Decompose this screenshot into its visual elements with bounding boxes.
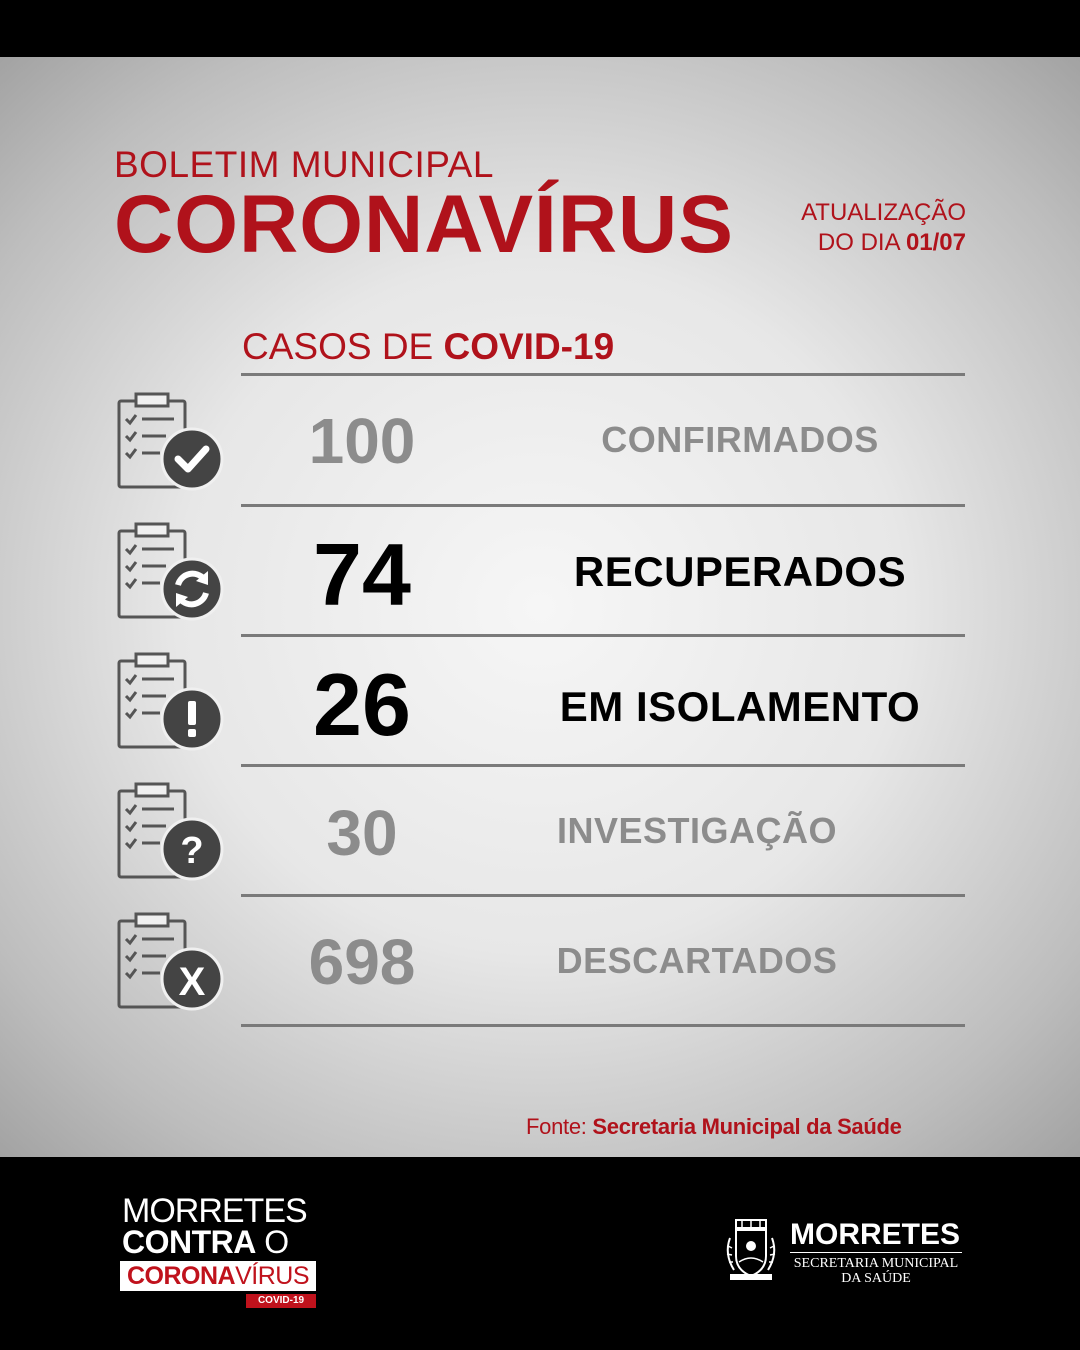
clipboard-exclamation-icon — [116, 651, 224, 751]
divider-line — [241, 894, 965, 897]
bulletin-title: CORONAVÍRUS — [114, 179, 734, 270]
clipboard-check-icon — [116, 391, 224, 491]
source-name: Secretaria Municipal da Saúde — [592, 1114, 902, 1139]
campaign-logo-line3 — [120, 1261, 316, 1291]
clipboard-refresh-icon — [116, 521, 224, 621]
city-department-line1: SECRETARIA MUNICIPAL — [793, 1256, 959, 1271]
investigation-count: 30 — [326, 797, 398, 869]
recovered-count: 74 — [313, 525, 411, 624]
city-department — [790, 1256, 962, 1286]
city-name: MORRETES — [790, 1218, 961, 1251]
discarded-count: 698 — [308, 926, 416, 998]
confirmed-count: 100 — [308, 405, 416, 477]
svg-text:X: X — [178, 960, 206, 1004]
campaign-logo-o: O — [255, 1224, 289, 1260]
section-heading — [242, 327, 614, 367]
svg-text:?: ? — [180, 830, 204, 872]
update-date — [780, 198, 966, 258]
campaign-logo-tag: COVID-19 — [246, 1294, 316, 1308]
section-prefix: CASOS DE — [242, 326, 434, 367]
city-department-line2: DA SAÚDE — [841, 1271, 911, 1286]
divider-line — [241, 373, 965, 376]
source-credit — [526, 1114, 902, 1140]
campaign-logo-line2 — [122, 1224, 289, 1260]
top-bar — [0, 0, 1080, 57]
divider-line — [241, 1024, 965, 1027]
discarded-label: DESCARTADOS — [556, 940, 838, 981]
isolation-label: EM ISOLAMENTO — [559, 683, 921, 730]
campaign-logo-corona: CORONA — [126, 1262, 236, 1290]
city-logo-divider — [790, 1252, 962, 1253]
isolation-count: 26 — [313, 655, 411, 754]
divider-line — [241, 764, 965, 767]
campaign-logo-virus: VÍRUS — [235, 1262, 309, 1290]
section-highlight: COVID-19 — [443, 326, 615, 367]
clipboard-x-icon — [116, 911, 224, 1011]
update-date-line — [780, 228, 966, 258]
update-prefix: DO DIA — [817, 229, 900, 256]
update-date-value: 01/07 — [905, 229, 966, 256]
bulletin-subtitle: BOLETIM MUNICIPAL — [114, 144, 494, 185]
confirmed-label: CONFIRMADOS — [601, 419, 879, 460]
recovered-label: RECUPERADOS — [573, 548, 907, 595]
divider-line — [241, 634, 965, 637]
investigation-label: INVESTIGAÇÃO — [556, 810, 838, 851]
city-crest-icon — [720, 1218, 782, 1282]
source-prefix: Fonte: — [526, 1114, 587, 1139]
clipboard-question-icon — [116, 781, 224, 881]
update-label: ATUALIZAÇÃO — [801, 199, 966, 226]
campaign-logo-line1: MORRETES — [122, 1192, 307, 1230]
divider-line — [241, 504, 965, 507]
campaign-logo-contra: CONTRA — [122, 1224, 256, 1260]
